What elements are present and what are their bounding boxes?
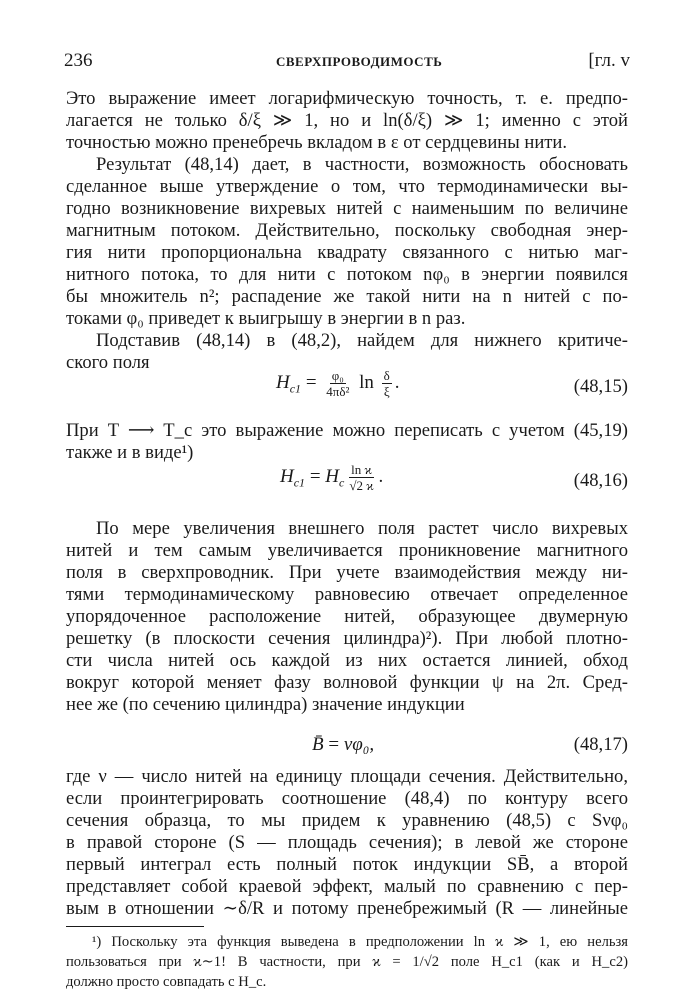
text-line: сечения образца, то мы придем к уравнению (48,5) с Sνφ₀ [66,810,628,831]
text-line: лагается не только δ/ξ ≫ 1, но и ln(δ/ξ) ≫ 1; именно с этой [66,110,628,131]
text-line: Это выражение имеет логарифмическую точность, т. е. предпо- [66,88,628,109]
chapter-label: [гл. v [588,50,630,71]
text-line: При T ⟶ T_c это выражение можно переписать с учетом (45,19) [66,420,628,441]
text-line: нитей и тем самым увеличивается проникновение магнитного [66,540,628,561]
footnote-line: пользоваться при ϰ∼1! В частности, при ϰ = 1/√2 поле H_c1 (как и H_c2) [66,954,628,970]
running-title: СВЕРХПРОВОДИМОСТЬ [276,54,443,69]
text-line: По мере увеличения внешнего поля растет число вихревых [96,518,628,539]
text-line: гия нити пропорциональна квадрату связанного с нитью маг- [66,242,628,263]
text-line: сти числа нитей ось каждой из них остается линией, обход [66,650,628,671]
text-line: вым в отношении ∼δ/R и потому пренебрежимый (R — линейные [66,898,628,919]
text-line: представляет собой краевой эффект, малый по сравнению с пер- [66,876,628,897]
text-line: вокруг которой меняет фазу волновой функции ψ на 2π. Сред- [66,672,628,693]
text-line: нее же (по сечению цилиндра) значение индукции [66,694,465,715]
text-line: если проинтегрировать соотношение (48,4) по контуру всего [66,788,628,809]
text-line: точностью можно пренебречь вкладом в ε от сердцевины нити. [66,132,567,153]
text-line: Результат (48,14) дает, в частности, возможность обосновать [96,154,628,175]
equation-number: (48,17) [573,734,628,755]
text-line: решетку (в плоскости сечения цилиндра)²). При любой плотно- [66,628,628,649]
text-line: где ν — число нитей на единицу площади сечения. Действительно, [66,766,628,787]
equation-number: (48,16) [573,470,628,491]
page-header [64,50,630,76]
text-line: магнитным потоком. Действительно, поскольку свободная энер- [66,220,628,241]
text-line: нитного потока, то для нити с потоком nφ₀ в энергии появился [66,264,628,285]
text-line: также и в виде¹) [66,442,194,463]
text-line: Подставив (48,14) в (48,2), найдем для нижнего критиче- [96,330,628,351]
footnote-line: ¹) Поскольку эта функция выведена в предположении ln ϰ ≫ 1, ею нельзя [92,934,628,950]
equation-number: (48,15) [573,376,628,397]
text-line: поля в сверхпроводник. При учете взаимодействия между ни- [66,562,628,583]
text-line: в правой стороне (S — площадь сечения); в левой же стороне [66,832,628,853]
text-line: упорядоченное расположение нитей, образующее двумерную [66,606,628,627]
footnote-line: должно просто совпадать с H_c. [66,974,267,990]
footnote-rule [66,926,204,927]
text-line: ского поля [66,352,150,373]
page-number: 236 [64,50,93,71]
text-line: первый интеграл есть полный поток индукции SB̄, а второй [66,854,628,875]
equation-48-17: B̄ = νφ₀, [312,734,375,755]
text-line: тями термодинамическому равновесию отвечает определенное [66,584,628,605]
text-line: токами φ₀ приведет к выигрышу в энергии в n раз. [66,308,466,329]
text-line: бы множитель n²; распадение же такой нити на n нитей с по- [66,286,628,307]
equation-48-15: $H_{c1}$ = $\frac{\text{φ₀}}{\text{4πδ²}}$ ln $\frac{\delta}{\xi}$ . [276,368,400,399]
equation-48-16: $H_{c1} = H_c$ $\frac{\text{ln ϰ}}{√2 ϰ}$ . [280,462,384,493]
text-line: сделанное выше утверждение о том, что термодинамически вы- [66,176,628,197]
text-line: годно возникновение вихревых нитей с наименьшим по величине [66,198,628,219]
